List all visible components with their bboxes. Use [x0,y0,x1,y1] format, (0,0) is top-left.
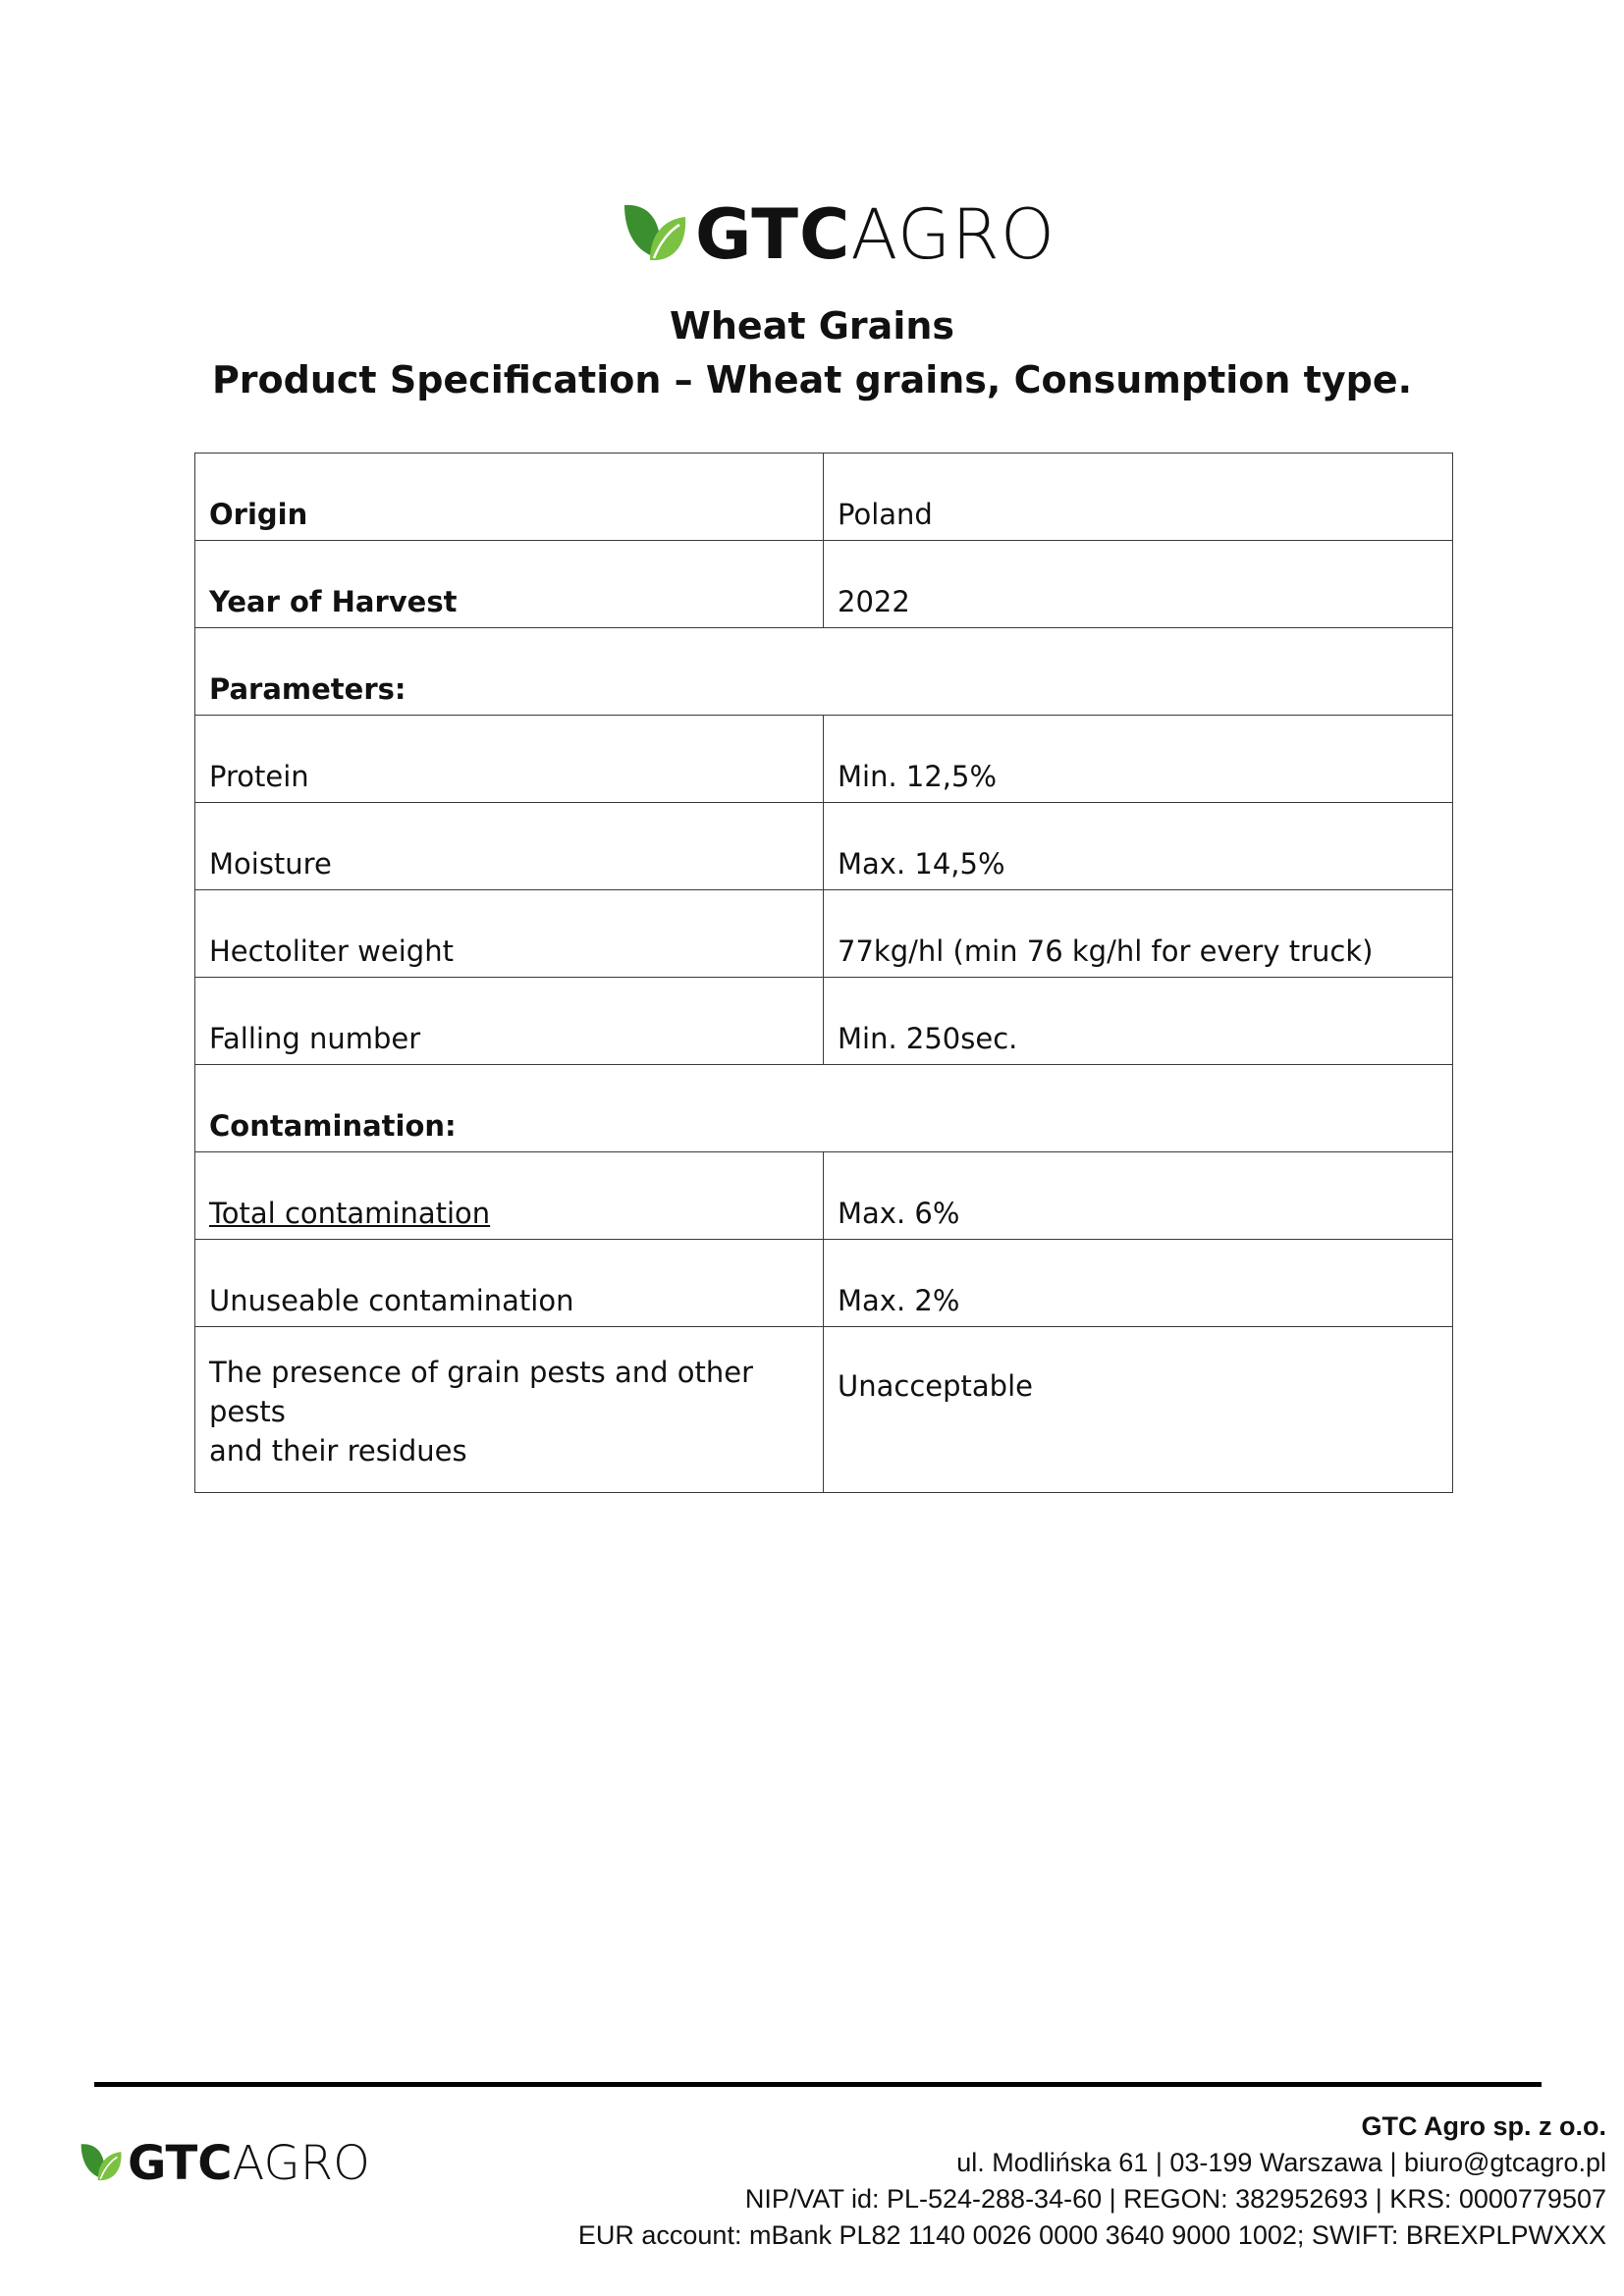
pests-value: Unacceptable [824,1327,1453,1493]
hectoliter-label: Hectoliter weight [195,890,824,978]
document-title: Wheat Grains [669,304,955,347]
leaf-icon [79,2140,124,2187]
total-contamination-label: Total contamination [195,1152,824,1240]
harvest-label: Year of Harvest [195,541,824,628]
brand-wordmark: GTCAGRO [695,194,1056,275]
table-row [195,978,1453,1065]
table-row [195,803,1453,890]
company-bank-account: EUR account: mBank PL82 1140 0026 0000 3640 9000 1002; SWIFT: BREXPLPWXXX [577,2220,1606,2250]
footer-brand-wordmark: GTCAGRO [128,2136,370,2191]
document-subtitle: Product Specification – Wheat grains, Consumption type. [211,358,1413,401]
table-row [195,890,1453,978]
company-ids: NIP/VAT id: PL-524-288-34-60 | REGON: 382952693 | KRS: 0000779507 [744,2184,1606,2214]
falling-number-value: Min. 250sec. [824,978,1453,1065]
protein-label: Protein [195,716,824,803]
header-logo [621,196,1056,273]
origin-label: Origin [195,454,824,541]
table-row [195,454,1453,541]
company-address: ul. Modlińska 61 | 03-199 Warszawa | biuro@gtcagro.pl [956,2148,1606,2177]
company-name: GTC Agro sp. z o.o. [1361,2111,1606,2141]
specification-table [194,453,1453,1493]
footer-divider [94,2082,1542,2087]
parameters-heading: Parameters: [195,628,1453,716]
table-row [195,1240,1453,1327]
unuseable-contamination-value: Max. 2% [824,1240,1453,1327]
table-row [195,716,1453,803]
protein-value: Min. 12,5% [824,716,1453,803]
table-row [195,1065,1453,1152]
table-row [195,628,1453,716]
moisture-label: Moisture [195,803,824,890]
contamination-heading: Contamination: [195,1065,1453,1152]
pests-label [195,1327,824,1493]
hectoliter-value: 77kg/hl (min 76 kg/hl for every truck) [824,890,1453,978]
total-contamination-value: Max. 6% [824,1152,1453,1240]
footer-logo [79,2138,370,2189]
harvest-value: 2022 [824,541,1453,628]
moisture-value: Max. 14,5% [824,803,1453,890]
table-row [195,1152,1453,1240]
footer-company-info [578,2109,1606,2254]
table-row [195,1327,1453,1493]
falling-number-label: Falling number [195,978,824,1065]
leaf-icon [621,199,689,270]
pests-label-line-1: The presence of grain pests and other pests [209,1356,754,1428]
origin-value: Poland [824,454,1453,541]
unuseable-contamination-label: Unuseable contamination [195,1240,824,1327]
table-row [195,541,1453,628]
pests-label-line-2: and their residues [209,1434,467,1468]
